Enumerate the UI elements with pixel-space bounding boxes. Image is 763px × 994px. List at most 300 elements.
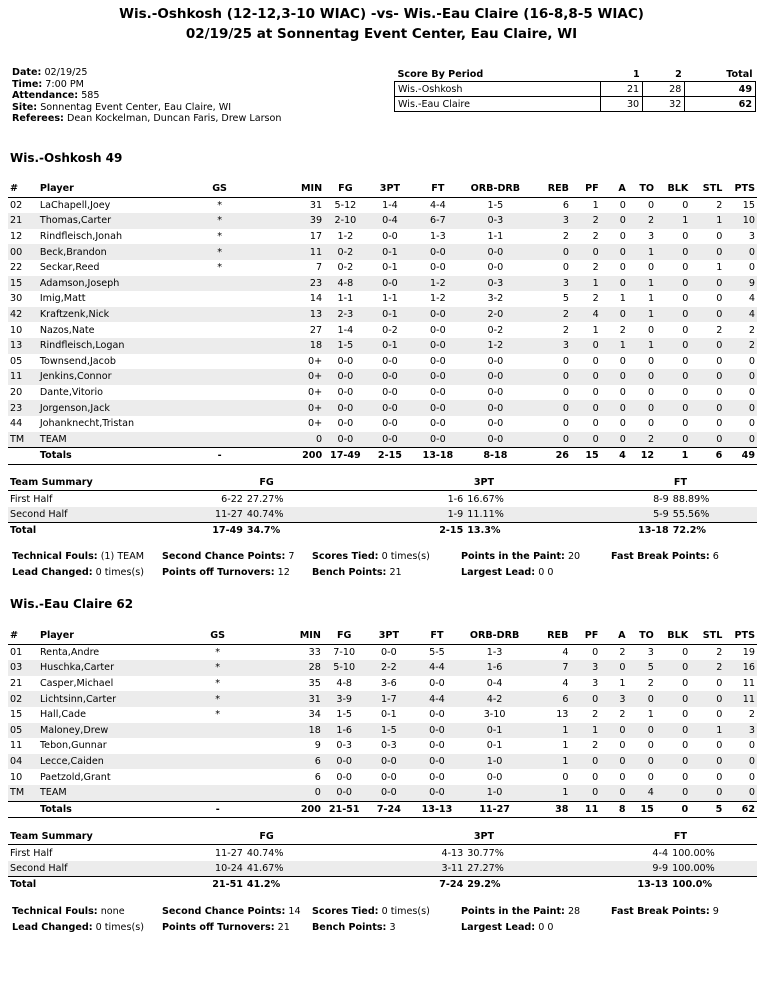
totals-cell: 15 (571, 448, 601, 465)
player-row (8, 707, 757, 723)
stat-cell: TEAM (38, 785, 149, 801)
stat-cell: 0 (628, 723, 656, 739)
totals-cell: 4 (601, 448, 628, 465)
stat-cell: 0-0 (382, 418, 398, 430)
stat-cell: 0 (647, 199, 655, 211)
stat-cell: 1-5 (336, 709, 353, 721)
period-2-header: 2 (675, 68, 682, 80)
stat-cell: 0-0 (430, 324, 446, 336)
stat-cell: 1 (528, 754, 571, 770)
stat-cell: 0 (628, 691, 656, 707)
stat-cell: Tebon,Gunnar (39, 740, 107, 752)
stat-cell: 0-0 (366, 785, 413, 801)
stat-cell: 0-0 (412, 723, 461, 739)
stat-cell: 0 (287, 785, 323, 801)
column-header: Player (38, 628, 149, 644)
stat-cell: 0 (748, 262, 755, 274)
stat-cell: 0 (748, 355, 755, 367)
stat-cell: 2 (619, 646, 626, 658)
column-header: BLK (656, 181, 690, 197)
column-header: ORB-DRB (462, 628, 528, 644)
stat-cell: 0-1 (486, 740, 503, 752)
summary-total-cell: Total (8, 523, 152, 539)
stat-cell: 0-0 (336, 771, 353, 783)
stat-cell: 0 (619, 355, 626, 367)
stat-cell (151, 369, 288, 385)
stat-cell: 6 (314, 771, 321, 783)
stat-cell: 0 (647, 387, 655, 399)
totals-cell: 7-24 (366, 801, 413, 818)
stat-cell: 0 (724, 369, 757, 385)
stat-cell: 0-0 (487, 387, 504, 399)
column-header: MIN (288, 181, 324, 197)
stat-cell: 0 (656, 338, 690, 354)
stat-cell: 0 (682, 418, 689, 430)
misc-stat-label: Lead Changed: (12, 567, 93, 578)
stat-cell: 0 (562, 355, 569, 367)
sbp-period-1: 30 (601, 97, 643, 112)
totals-cell: 6 (690, 448, 724, 465)
summary-cell: 4-4 (652, 847, 669, 859)
sbp-team-name: Wis.-Eau Claire (395, 97, 601, 112)
stat-cell: Huschka,Carter (38, 660, 149, 676)
stat-cell: 3-10 (483, 709, 506, 721)
stat-cell: 0 (748, 387, 755, 399)
misc-stat-value: 14 (288, 906, 301, 917)
stat-cell: 0 (682, 709, 689, 721)
stat-cell (151, 400, 288, 416)
stat-cell: * (149, 660, 287, 676)
totals-cell: 13-13 (412, 801, 461, 818)
stat-cell: 0-0 (412, 754, 461, 770)
stat-cell: 0-0 (367, 400, 414, 416)
stat-cell: 3 (724, 723, 757, 739)
misc-stat-value: 21 (277, 922, 290, 933)
column-header: ORB-DRB (463, 181, 529, 197)
sbp-total: 49 (685, 82, 756, 97)
stat-cell: 1 (619, 678, 626, 690)
stat-cell: 0 (619, 387, 626, 399)
stat-cell: 6 (287, 754, 323, 770)
stat-cell: 18 (287, 723, 323, 739)
summary-cell: 1-6 (447, 493, 464, 505)
stat-cell: 0-2 (382, 324, 398, 336)
stat-cell: 0 (592, 418, 599, 430)
stat-cell (151, 432, 288, 448)
stat-cell: Jorgenson,Jack (38, 400, 151, 416)
stat-cell: 0 (570, 785, 600, 801)
player-row (8, 416, 757, 432)
stat-cell: 0 (600, 785, 627, 801)
misc-stat-scp (162, 549, 295, 565)
sbp-total: 62 (685, 97, 756, 112)
stat-cell: 0 (592, 355, 599, 367)
stat-cell: 0 (619, 418, 626, 430)
misc-stat-label: Technical Fouls: (12, 551, 98, 562)
misc-stat-label: Lead Changed: (12, 922, 93, 933)
team-summary-header (8, 829, 757, 845)
stat-cell: 1-1 (487, 231, 504, 243)
stat-cell: Casper,Michael (39, 678, 114, 690)
stat-cell: 05 (8, 723, 38, 739)
stat-cell: 30 (10, 293, 23, 305)
stat-cell: 2 (592, 293, 599, 305)
stat-cell: 5 (628, 660, 656, 676)
stat-cell: 15 (10, 709, 23, 721)
ft-header: FT (534, 475, 757, 491)
stat-cell: 0 (601, 400, 628, 416)
stat-cell: 0 (716, 418, 723, 430)
stat-cell: 0 (690, 754, 724, 770)
summary-cell: 100.00% (670, 861, 757, 877)
stat-cell: 2 (592, 740, 599, 752)
summary-total-cell: 21-51 (152, 877, 245, 893)
stat-cell: 0-1 (367, 307, 414, 323)
summary-cell: 55.56% (671, 507, 757, 523)
totals-cell: 13-18 (413, 448, 462, 465)
stat-cell: 0 (647, 771, 654, 783)
stat-cell: 4 (571, 307, 601, 323)
stat-cell: 21 (8, 213, 38, 229)
site-value: Sonnentag Event Center, Eau Claire, WI (40, 101, 232, 113)
totals-cell: Totals (38, 448, 151, 465)
misc-stat-value: 7 (288, 551, 295, 562)
stat-cell: 0 (656, 691, 690, 707)
stat-cell: 0-1 (382, 262, 398, 274)
player-row (8, 644, 757, 660)
stat-cell: 0-0 (463, 432, 529, 448)
3pt-header: 3PT (314, 475, 534, 491)
stat-cell: 2 (592, 262, 599, 274)
player-row (8, 244, 757, 260)
misc-stat-value: 20 (567, 551, 581, 562)
summary-cell: 11-27 (152, 507, 245, 523)
misc-stat-value: 28 (567, 906, 581, 917)
stat-cell: 0-0 (324, 400, 367, 416)
stat-cell (149, 785, 287, 801)
stat-cell: 0-0 (323, 754, 366, 770)
column-header: FG (324, 181, 367, 197)
misc-stats (12, 904, 757, 938)
stat-cell: 0 (716, 355, 723, 367)
team-summary-row (8, 861, 757, 877)
misc-stat-label: Points off Turnovers: (162, 922, 275, 933)
column-header: TO (628, 181, 656, 197)
summary-total-cell: 13.3% (465, 523, 534, 539)
stat-cell: TEAM (38, 432, 151, 448)
summary-cell: 100.00% (672, 847, 715, 859)
stat-cell: 3 (592, 678, 599, 690)
stat-cell: 0 (600, 754, 627, 770)
stat-cell: 0-0 (487, 418, 504, 430)
stat-cell: 1 (628, 244, 656, 260)
stat-cell: Dante,Vitorio (39, 387, 104, 399)
summary-cell: Second Half (8, 861, 152, 877)
box-score-header-row (8, 181, 757, 197)
summary-total-cell: 29.2% (465, 877, 534, 893)
stat-cell: 0 (601, 213, 628, 229)
stat-cell: 19 (742, 646, 755, 658)
column-header: FT (413, 181, 462, 197)
stat-cell: 0-0 (487, 262, 504, 274)
stat-cell: 2 (647, 678, 654, 690)
summary-cell: 11-27 (215, 847, 243, 859)
stat-cell: 3 (647, 646, 654, 658)
stat-cell: 3 (748, 231, 755, 243)
stat-cell: 1 (690, 213, 724, 229)
misc-stat-label: Points in the Paint: (461, 906, 565, 917)
player-row (8, 276, 757, 292)
summary-cell: 1-9 (314, 507, 465, 523)
stat-cell: 0-3 (381, 740, 397, 752)
player-row (8, 354, 757, 370)
stat-cell: 0-0 (429, 771, 445, 783)
misc-stat-value: none (100, 906, 125, 917)
stat-cell: 44 (10, 418, 23, 430)
stat-cell: 16 (724, 660, 757, 676)
player-row (8, 213, 757, 229)
stat-cell: Jenkins,Connor (38, 369, 151, 385)
stat-cell: 4-4 (412, 691, 461, 707)
stat-cell: 2 (528, 307, 571, 323)
sbp-team-name: Wis.-Oshkosh (395, 82, 601, 97)
stat-cell: 5-10 (323, 660, 366, 676)
summary-cell: First Half (10, 847, 53, 859)
stat-cell: 0-0 (429, 678, 445, 690)
stat-cell: 1 (592, 199, 599, 211)
team-summary-row (8, 507, 757, 523)
stat-cell: 0-0 (487, 355, 504, 367)
stat-cell: 0 (656, 723, 690, 739)
date-label: Date: (12, 67, 42, 78)
stat-cell: 0 (690, 369, 724, 385)
stat-cell: 1-2 (430, 293, 446, 305)
stat-cell: 0-0 (413, 307, 462, 323)
totals-cell: 11-27 (462, 801, 528, 818)
summary-cell: 6-22 (221, 493, 243, 505)
stat-cell: 2 (592, 231, 599, 243)
stat-cell: 0-4 (486, 678, 503, 690)
stat-cell: Townsend,Jacob (39, 355, 116, 367)
player-row (8, 400, 757, 416)
stat-cell: 11 (288, 244, 324, 260)
score-by-period-title: Score By Period (397, 68, 484, 80)
stat-cell: 0 (690, 307, 724, 323)
stat-cell: Lecce,Caiden (38, 754, 149, 770)
stat-cell: 0 (592, 646, 599, 658)
column-header: FT (412, 628, 461, 644)
stat-cell: 0-3 (463, 276, 529, 292)
stat-cell: 13 (8, 338, 38, 354)
stat-cell: 0 (601, 369, 628, 385)
stat-cell: 0-0 (413, 369, 462, 385)
stat-cell: * (217, 231, 222, 243)
stat-cell: 1 (628, 276, 656, 292)
team-summary-total-row (8, 523, 757, 539)
misc-stat-label: Fast Break Points: (611, 906, 710, 917)
stat-cell: 0 (647, 740, 654, 752)
player-row (8, 432, 757, 448)
column-header: PTS (724, 628, 757, 644)
summary-cell: 16.67% (467, 493, 504, 505)
team-summary-title: Team Summary (8, 829, 152, 845)
stat-cell: 0 (647, 418, 655, 430)
stat-cell: 0 (656, 307, 690, 323)
totals-row (8, 448, 757, 465)
stat-cell: 0 (682, 262, 689, 274)
stat-cell: 2-10 (324, 213, 367, 229)
team-summary-title: Team Summary (8, 475, 152, 491)
stat-cell: 0-0 (430, 387, 446, 399)
misc-stat-label: Bench Points: (312, 922, 387, 933)
stat-cell: 0-0 (337, 355, 354, 367)
stat-cell: * (217, 262, 222, 274)
stat-cell: 1 (647, 709, 654, 721)
stat-cell: 0 (690, 276, 724, 292)
stat-cell: 0-0 (367, 369, 414, 385)
stat-cell: 0 (656, 276, 690, 292)
summary-cell: 4-13 (441, 847, 464, 859)
stat-cell: 9 (724, 276, 757, 292)
stat-cell (151, 322, 288, 338)
stat-cell: 0 (288, 432, 324, 448)
stat-cell: 0 (682, 771, 689, 783)
stat-cell: 0 (682, 293, 689, 305)
stat-cell: 6 (562, 199, 569, 211)
stat-cell: 0-3 (463, 213, 529, 229)
summary-total-cell: 13-13 (534, 877, 670, 893)
summary-cell: 41.67% (245, 861, 314, 877)
stat-cell: 0 (656, 432, 690, 448)
stat-cell: 14 (309, 293, 323, 305)
misc-stat-lc (12, 920, 144, 936)
stat-cell: 4 (748, 293, 755, 305)
stat-cell: 0 (716, 231, 723, 243)
player-row (8, 307, 757, 323)
totals-cell: 2-15 (367, 448, 414, 465)
player-row (8, 691, 757, 707)
totals-cell: 26 (528, 448, 571, 465)
stat-cell: 0 (562, 771, 569, 783)
stat-cell: 1 (690, 723, 724, 739)
stat-cell: 0 (571, 338, 601, 354)
stat-cell: 2 (716, 199, 723, 211)
stat-cell: 0 (690, 338, 724, 354)
misc-stat-tied (312, 904, 430, 920)
column-header: BLK (656, 628, 690, 644)
stat-cell: 0-1 (381, 709, 397, 721)
stat-cell: 0-0 (367, 276, 414, 292)
stat-cell: 0 (592, 771, 599, 783)
summary-cell: 27.27% (465, 861, 534, 877)
stat-cell: 0 (571, 432, 601, 448)
stat-cell: 1-1 (337, 293, 354, 305)
stat-cell (149, 769, 287, 785)
stat-cell: 0 (628, 400, 656, 416)
stat-cell: 7 (528, 660, 571, 676)
stat-cell: 2 (748, 709, 755, 721)
totals-cell (8, 448, 38, 465)
totals-cell: 11 (570, 801, 600, 818)
stat-cell: Hall,Cade (39, 709, 86, 721)
stat-cell: 4 (628, 785, 656, 801)
stat-cell: 31 (287, 691, 323, 707)
totals-cell: 200 (288, 448, 324, 465)
stat-cell: 0 (619, 262, 626, 274)
stat-cell: Lichtsinn,Carter (38, 691, 149, 707)
misc-stat-value: 0 times(s) (381, 906, 430, 917)
stat-cell: 6 (528, 691, 571, 707)
stat-cell: 4-8 (336, 678, 353, 690)
stat-cell: 1-3 (430, 231, 446, 243)
misc-stat-value: 0 0 (538, 922, 554, 933)
stat-cell: 0-0 (463, 400, 529, 416)
column-header: # (8, 628, 38, 644)
stat-cell: TM (8, 785, 38, 801)
stat-cell: 0 (748, 740, 755, 752)
misc-stat-bench (312, 565, 402, 581)
stat-cell: 10 (724, 213, 757, 229)
column-header: A (600, 628, 627, 644)
stat-cell: 31 (309, 199, 323, 211)
stat-cell (149, 754, 287, 770)
stat-cell: Rindfleisch,Jonah (39, 231, 123, 243)
totals-cell: 21-51 (323, 801, 366, 818)
totals-cell: 49 (724, 448, 757, 465)
player-row (8, 660, 757, 676)
stat-cell: 0 (562, 387, 569, 399)
stat-cell: 1 (628, 338, 656, 354)
column-header: 3PT (366, 628, 413, 644)
stat-cell: 0-0 (413, 338, 462, 354)
stat-cell: 10 (10, 771, 23, 783)
stat-cell: 0 (656, 400, 690, 416)
stat-cell: 0 (628, 754, 656, 770)
stat-cell: 28 (287, 660, 323, 676)
totals-cell: 38 (528, 801, 571, 818)
stat-cell: 0 (724, 432, 757, 448)
stat-cell: 0-0 (463, 369, 529, 385)
team-title: Wis.-Oshkosh 49 (10, 151, 123, 165)
stat-cell: 0 (748, 418, 755, 430)
stat-cell: 1 (647, 293, 655, 305)
stat-cell: 1 (528, 723, 571, 739)
stat-cell: 0 (647, 355, 655, 367)
stat-cell: 0 (600, 660, 627, 676)
stat-cell: 0 (601, 244, 628, 260)
stat-cell: 5-12 (334, 199, 357, 211)
team-summary-table (8, 475, 757, 539)
stat-cell: 0 (716, 293, 723, 305)
stat-cell: 0 (601, 276, 628, 292)
stat-cell: 6-7 (413, 213, 462, 229)
totals-cell: - (149, 801, 287, 818)
stat-cell (149, 738, 287, 754)
column-header: REB (528, 628, 571, 644)
stat-cell: 0 (619, 231, 626, 243)
stat-cell: 2-3 (324, 307, 367, 323)
column-header: Player (38, 181, 151, 197)
stat-cell (151, 416, 288, 432)
stat-cell (151, 385, 288, 401)
player-row (8, 738, 757, 754)
totals-cell: 62 (724, 801, 757, 818)
stat-cell: 0-0 (324, 369, 367, 385)
stat-cell: 0 (570, 754, 600, 770)
totals-cell: 5 (690, 801, 724, 818)
stat-cell: 1 (592, 324, 599, 336)
misc-stat-pot (162, 565, 290, 581)
